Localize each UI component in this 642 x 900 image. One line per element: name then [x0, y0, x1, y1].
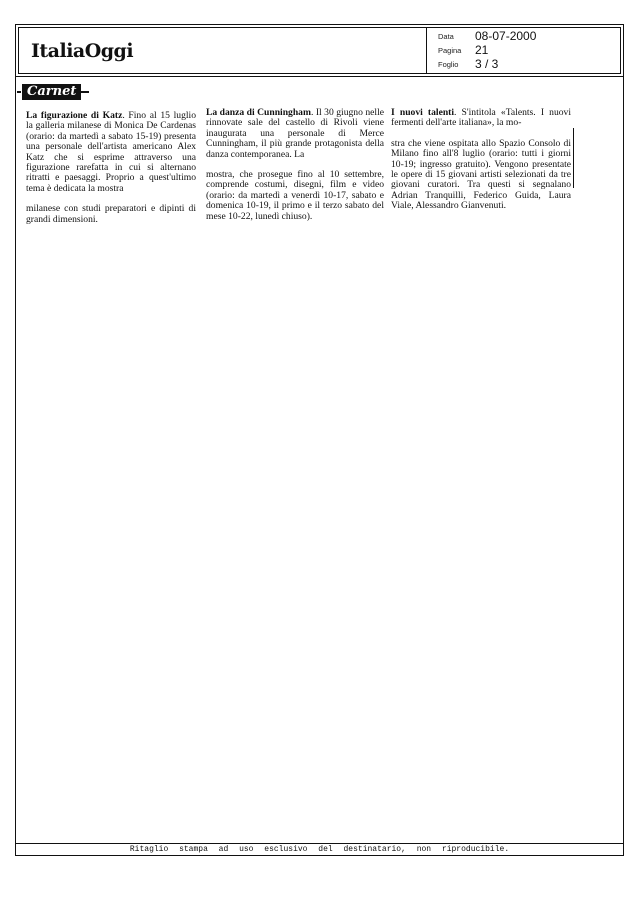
section-rule-left: [17, 91, 21, 93]
article-body: . Il 30 giugno nelle rinnovate sale del castello di Rivoli viene inaugurata una personale di Merce Cunningham, il più grande protagonista della danza contemporanea. La: [206, 107, 384, 160]
article-paragraph: [391, 108, 571, 129]
article-column-3: [391, 108, 571, 212]
article-body: . Fino al 15 luglio la galleria milanese di Monica De Cardenas (orario: da martedì a sabato 15-19) presenta una personale dell'artista americano Alex Katz che si esprime attraverso una figurazione rarefatta in cui si alternano ritratti e paesaggi. Proprio a quest'ultimo tema è dedicata la mostra: [26, 110, 196, 194]
header-divider: [426, 27, 427, 74]
article-body: mostra, che prosegue fino al 10 settembre, comprende costumi, disegni, film e video (orario: da martedì a venerdì 10-17, sabato e domenica 10-19, il primo e il terzo sabato del mese 10-22, lunedì chiuso).: [206, 169, 384, 222]
article-column-2: [206, 108, 384, 222]
article-paragraph: [206, 170, 384, 222]
article-column-1: [26, 111, 196, 225]
article-paragraph: [26, 204, 196, 225]
date-value: 08-07-2000: [475, 29, 537, 43]
section-label: Carnet: [22, 84, 81, 100]
date-label: Data: [438, 32, 454, 41]
article-title: La danza di Cunningham: [206, 107, 311, 118]
page-label: Pagina: [438, 46, 462, 55]
article-body: stra che viene ospitata allo Spazio Consolo di Milano fino all'8 luglio (orario: tutti i giorni 10-19; ingresso gratuito). Vengono presentate le opere di 15 giovani artisti selezionati da tre giovani curatori. Tra questi si segnalano Adrian Tranquilli, Federico Guida, Laura Viale, Alessandro Gianvenuti.: [391, 137, 571, 212]
masthead-logo: ItaliaOggi: [31, 40, 134, 62]
footer-notice: Ritaglio stampa ad uso esclusivo del destinatario, non riproducibile.: [129, 845, 510, 854]
section-rule-right: [81, 91, 89, 93]
sheet-value: 3 / 3: [475, 57, 499, 71]
column-rule: [573, 128, 574, 188]
sheet-label: Foglio: [438, 60, 459, 69]
article-paragraph: [391, 139, 571, 212]
article-title: I nuovi talenti: [391, 107, 455, 118]
article-paragraph: [26, 111, 196, 194]
article-title: La figurazione di Katz: [26, 110, 123, 121]
page-value: 21: [475, 43, 489, 57]
article-paragraph: [206, 108, 384, 160]
article-body: . S'intitola «Talents. I nuovi fermenti dell'arte italiana», la mo-: [391, 107, 571, 129]
article-body: milanese con studi preparatori e dipinti di grandi dimensioni.: [26, 203, 196, 225]
